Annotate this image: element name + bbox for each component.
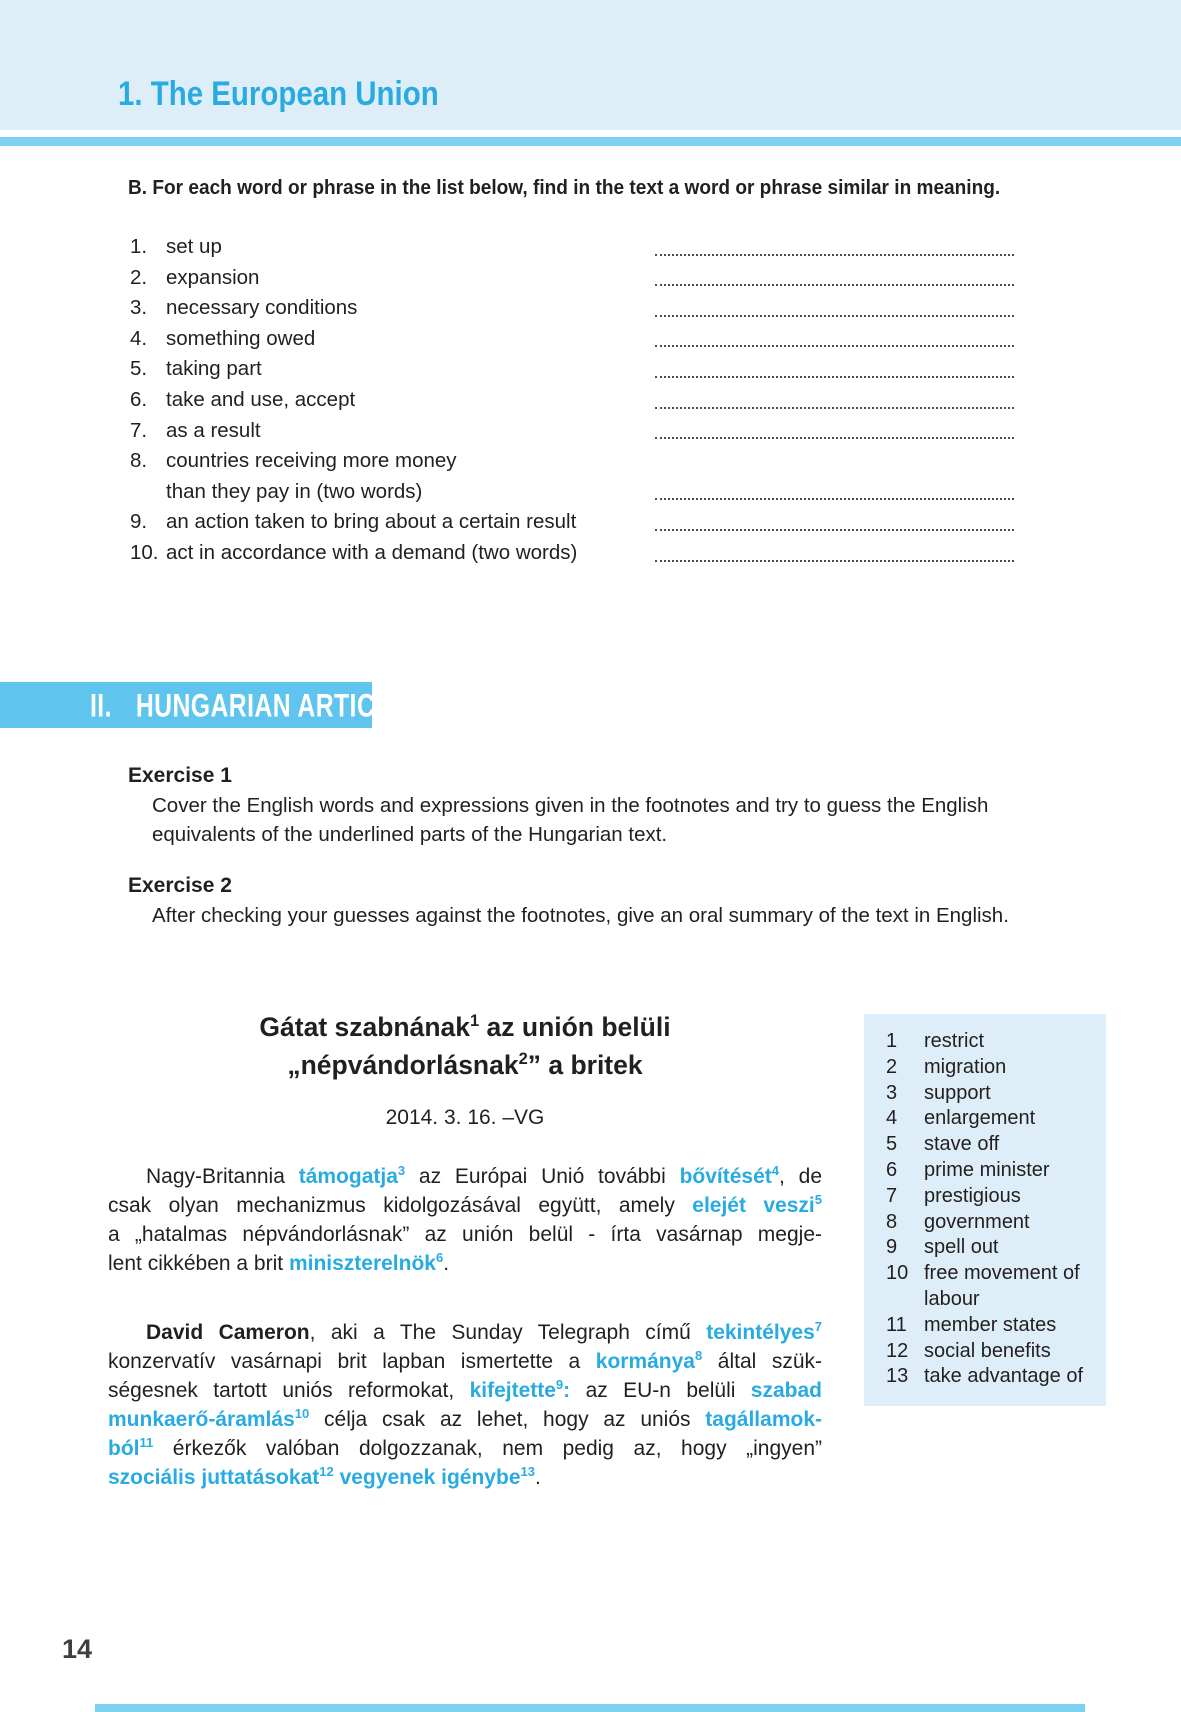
- glossed-term: kormánya: [595, 1350, 695, 1373]
- text-run: az Európai Unió további: [405, 1165, 680, 1188]
- answer-dotted-line: [655, 315, 1014, 317]
- article-text-line: [108, 1162, 822, 1191]
- footnote-text: prime minister: [924, 1158, 1050, 1181]
- glossed-term: 13: [520, 1464, 535, 1479]
- footnote-text: restrict: [924, 1030, 984, 1052]
- word-list-item-text: 2. expansion: [130, 263, 1014, 294]
- glossed-term: támogatja: [298, 1165, 398, 1188]
- word-list-item-text: 8. countries receiving more money: [130, 446, 1014, 477]
- article-title-line: [108, 1046, 822, 1084]
- page-number: 14: [62, 1634, 93, 1664]
- glossed-term: 7: [814, 1319, 823, 1334]
- section-b-heading: B. For each word or phrase in the list below, find in the text a word or phrase similar in meaning.: [128, 176, 1001, 199]
- exercise-1-title: Exercise 1: [128, 764, 232, 787]
- word-list-item: [130, 385, 1014, 416]
- article-title-line: [108, 1008, 822, 1046]
- footnote-number: 6: [886, 1158, 898, 1181]
- text-run: által szük-: [702, 1350, 823, 1373]
- text-run: a „hatalmas népvándorlásnak” az unión belül - írta vasárnap megje-: [108, 1223, 822, 1246]
- word-list-item-number: 10.: [130, 540, 159, 564]
- word-list-item-text: 10. act in accordance with a demand (two words): [130, 538, 1014, 569]
- word-list-item: [130, 293, 1014, 324]
- footnote-number: 9: [886, 1236, 898, 1259]
- text-run: 1: [470, 1012, 480, 1031]
- word-list-item-text: 9. an action taken to bring about a certain result: [130, 507, 1014, 538]
- section-ii-heading: [90, 687, 408, 725]
- word-list-item-number: 7.: [130, 418, 148, 442]
- exercise-2-title: Exercise 2: [128, 874, 232, 897]
- text-run: lent cikkében a brit: [108, 1252, 289, 1275]
- glossed-term: 12: [319, 1464, 334, 1479]
- text-run: „népvándorlásnak: [287, 1050, 519, 1080]
- chapter-header-band: [0, 0, 1181, 130]
- text-run: .: [534, 1466, 541, 1489]
- glossed-term: 5: [814, 1192, 823, 1207]
- text-run: 2: [518, 1050, 528, 1069]
- glossed-term: vegyenek igénybe: [339, 1466, 521, 1489]
- glossed-term: elejét veszi: [692, 1194, 815, 1217]
- footnote-item: [864, 1184, 1106, 1210]
- word-list: [130, 232, 1014, 569]
- glossed-term: 11: [139, 1435, 154, 1450]
- section-ii-title: HUNGARIAN ARTICLE: [135, 687, 408, 725]
- text-run: érkezők valóban dolgozzanak, nem pedig az, hogy „ingyen”: [153, 1437, 822, 1460]
- text-run: David Cameron: [146, 1321, 310, 1344]
- text-run: , aki a The Sunday Telegraph című: [309, 1321, 707, 1344]
- footnote-number: 5: [886, 1133, 898, 1156]
- word-list-item-text: 6. take and use, accept: [130, 385, 1014, 416]
- footnote-item: [864, 1235, 1106, 1261]
- footnote-item: [864, 1210, 1106, 1236]
- footnote-text: enlargement: [924, 1107, 1036, 1130]
- answer-dotted-line: [655, 529, 1014, 531]
- footnote-item: [864, 1055, 1106, 1081]
- article-paragraph-2: [108, 1318, 822, 1492]
- footnote-number: 12: [886, 1339, 909, 1362]
- exercise-1: [128, 764, 1023, 849]
- footnote-item: [864, 1106, 1106, 1132]
- word-list-item-number: 5.: [130, 357, 148, 381]
- answer-dotted-line: [655, 254, 1014, 256]
- word-list-item-number: 6.: [130, 387, 148, 411]
- footnote-text: government: [924, 1210, 1030, 1233]
- hungarian-article: [108, 1008, 822, 1492]
- answer-dotted-line: [655, 345, 1014, 347]
- chapter-title: 1. The European Union: [118, 74, 439, 113]
- glossed-term: 10: [294, 1406, 310, 1421]
- footnote-text: prestigious: [924, 1184, 1021, 1207]
- text-run: célja csak az lehet, hogy az uniós: [309, 1408, 706, 1431]
- footnote-number: 3: [886, 1081, 898, 1104]
- footnote-text: migration: [924, 1055, 1007, 1078]
- footnote-number: 4: [886, 1107, 898, 1130]
- footnote-text: take advantage of: [924, 1365, 1084, 1388]
- word-list-item-text: 1. set up: [130, 232, 1014, 263]
- footnote-number: 2: [886, 1055, 898, 1078]
- text-run: ” a britek: [527, 1050, 643, 1080]
- glossed-term: 3: [397, 1163, 406, 1178]
- glossed-term: miniszterelnök: [288, 1252, 436, 1275]
- article-text-line: [108, 1376, 822, 1405]
- glossed-term: 4: [771, 1163, 780, 1178]
- text-run: az unión belüli: [479, 1012, 671, 1042]
- answer-dotted-line: [655, 498, 1014, 500]
- word-list-item-number: 4.: [130, 326, 148, 350]
- footnote-item: [864, 1364, 1106, 1390]
- word-list-item-text: than they pay in (two words): [166, 479, 423, 503]
- glossed-term: szabad: [750, 1379, 822, 1402]
- word-list-item: [130, 538, 1014, 569]
- glossed-term: :: [563, 1379, 571, 1402]
- word-list-item: [130, 446, 1014, 507]
- footnote-number: 7: [886, 1184, 898, 1207]
- glossed-term: ból: [108, 1437, 140, 1460]
- word-list-item-number: 9.: [130, 510, 148, 534]
- glossed-term: 6: [435, 1250, 444, 1265]
- article-dateline: 2014. 3. 16. –VG: [385, 1106, 545, 1129]
- article-text-line: [108, 1463, 822, 1492]
- footnote-item: [864, 1029, 1106, 1055]
- word-list-item: [130, 507, 1014, 538]
- article-text-line: [108, 1434, 822, 1463]
- word-list-item-number: 2.: [130, 265, 148, 289]
- word-list-item: [130, 263, 1014, 294]
- text-run: csak olyan mechanizmus kidolgozásával együtt, amely: [108, 1194, 693, 1217]
- footnote-number: 1: [886, 1030, 898, 1052]
- text-run: konzervatív vasárnapi brit lapban ismertette a: [108, 1350, 596, 1373]
- footnote-text: free movement of labour: [924, 1262, 1080, 1310]
- footnote-number: 13: [886, 1365, 909, 1388]
- footnote-item: [864, 1313, 1106, 1339]
- article-text-line: [108, 1405, 822, 1434]
- word-list-item: [130, 416, 1014, 447]
- answer-dotted-line: [655, 284, 1014, 286]
- glossed-term: szociális juttatásokat: [108, 1466, 320, 1489]
- article-title: [108, 1008, 822, 1084]
- word-list-item-text: 5. taking part: [130, 354, 1014, 385]
- word-list-item-text: 4. something owed: [130, 324, 1014, 355]
- article-text-line: [108, 1220, 822, 1249]
- footnote-text: member states: [924, 1313, 1057, 1336]
- answer-dotted-line: [655, 407, 1014, 409]
- word-list-item: [130, 324, 1014, 355]
- footnote-number: 10: [886, 1262, 909, 1285]
- article-text-line: [108, 1249, 822, 1278]
- footnote-number: 8: [886, 1210, 898, 1233]
- article-text-line: [108, 1347, 822, 1376]
- glossed-term: kifejtette: [469, 1379, 556, 1402]
- section-ii-numeral: II.: [90, 687, 112, 725]
- text-run: Nagy-Britannia: [146, 1165, 299, 1188]
- footnote-item: [864, 1081, 1106, 1107]
- word-list-item-text: 3. necessary conditions: [130, 293, 1014, 324]
- text-run: ségesnek tartott uniós reformokat,: [108, 1379, 470, 1402]
- glossed-term: tagállamok-: [705, 1408, 822, 1431]
- word-list-item-number: 3.: [130, 296, 148, 320]
- glossed-term: 9: [555, 1377, 564, 1392]
- exercise-2-body: After checking your guesses against the footnotes, give an oral summary of the text in English.: [152, 904, 1009, 927]
- footnote-item: [864, 1339, 1106, 1365]
- text-run: .: [443, 1252, 450, 1275]
- answer-dotted-line: [655, 376, 1014, 378]
- footnote-item: [864, 1132, 1106, 1158]
- footnote-text: stave off: [924, 1133, 1000, 1156]
- article-paragraph-1: [108, 1162, 822, 1278]
- exercise-2: [128, 874, 1023, 931]
- article-text-line: [108, 1318, 822, 1347]
- glossed-term: 8: [694, 1348, 703, 1363]
- footnote-item: [864, 1261, 1106, 1313]
- text-run: az EU-n belüli: [570, 1379, 751, 1402]
- glossed-term: tekintélyes: [706, 1321, 815, 1344]
- glossed-term: munkaerő-áramlás: [108, 1408, 295, 1431]
- glossed-term: bővítését: [679, 1165, 772, 1188]
- word-list-item-number: 8.: [130, 449, 148, 473]
- section-ii-band: [0, 682, 408, 728]
- word-list-item-number: 1.: [130, 235, 148, 258]
- text-run: , de: [779, 1165, 823, 1188]
- footnote-text: social benefits: [924, 1339, 1051, 1362]
- article-text-line: [108, 1191, 822, 1220]
- footer-divider-bar: [95, 1704, 1085, 1712]
- footnote-glossary-box: [864, 1014, 1106, 1406]
- footnote-number: 11: [886, 1313, 907, 1336]
- header-divider-bar: [0, 137, 1181, 146]
- footnote-item: [864, 1158, 1106, 1184]
- word-list-item-text: 7. as a result: [130, 416, 1014, 447]
- answer-dotted-line: [655, 437, 1014, 439]
- word-list-item: [130, 232, 1014, 263]
- answer-dotted-line: [655, 560, 1014, 562]
- word-list-item: [130, 354, 1014, 385]
- footnote-text: spell out: [924, 1236, 999, 1259]
- footnote-text: support: [924, 1081, 991, 1104]
- exercise-1-body: Cover the English words and expressions given in the footnotes and try to guess the English equivalents of the underlined parts of the Hungarian text.: [152, 794, 989, 846]
- text-run: Gátat szabnának: [259, 1012, 471, 1042]
